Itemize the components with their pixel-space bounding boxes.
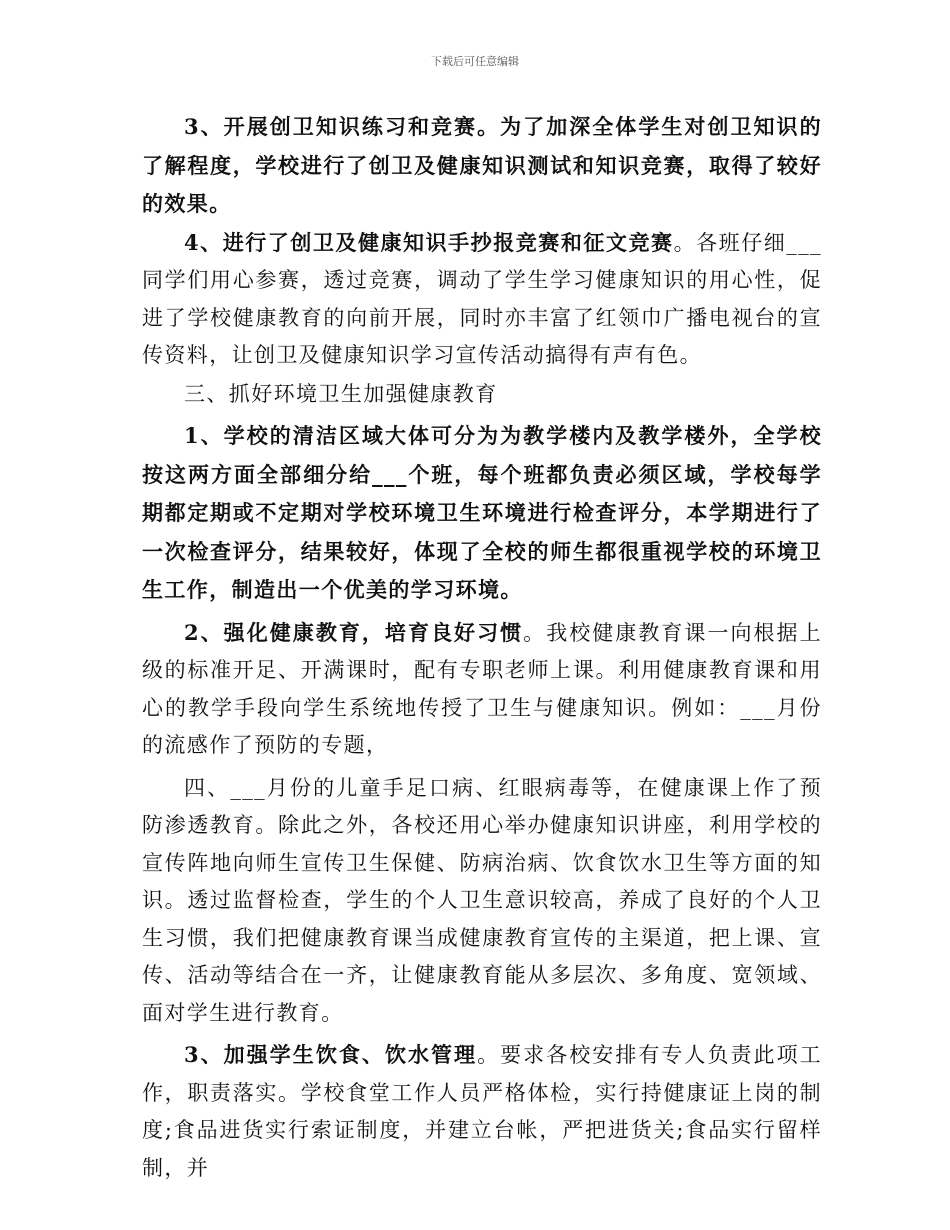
- paragraph-health-education: [142, 614, 822, 765]
- paragraph-bold-text: 2、强化健康教育，培育良好习惯: [184, 619, 524, 645]
- document-body: [142, 108, 822, 1187]
- paragraph-text: 四、___月份的儿童手足口病、红眼病毒等，在健康课上作了预防渗透教育。除此之外，各校还用心举办健康知识讲座，利用学校的宣传阵地向师生宣传卫生保健、防病治病、饮食饮水卫生等方面的知识。透过监督检查，学生的个人卫生意识较高，养成了良好的个人卫生习惯，我们把健康教育课当成健康教育宣传的主渠道，把上课、宣传、活动等结合在一齐，让健康教育能从多层次、多角度、宽领域、面对学生进行教育。: [142, 775, 822, 1025]
- paragraph-bold-text: 3、开展创卫知识练习和竞赛。为了加深全体学生对创卫知识的了解程度，学校进行了创卫及健康知识测试和知识竞赛，取得了较好的效果。: [142, 114, 822, 216]
- page-header-note: 下载后可任意编辑: [431, 55, 519, 68]
- paragraph-text: 。我校健康教育课一向根据上级的标准开足、开满课时，配有专职老师上课。利用健康教育课和用心的教学手段向学生系统地传授了卫生与健康知识。例如：___月份的流感作了预防的专题，: [142, 620, 822, 757]
- paragraph-bold-text: 1、学校的清洁区域大体可分为为教学楼内及教学楼外，全学校按这两方面全部细分给___个班，每个班都负责必须区域，学校每学期都定期或不定期对学校环境卫生环境进行检查评分，本学期进行了一次检查评分，结果较好，体现了全校的师生都很重视学校的环境卫生工作，制造出一个优美的学习环境。: [142, 423, 822, 602]
- paragraph-text: 。要求各校安排有专人负责此项工作，职责落实。学校食堂工作人员严格体检，实行持健康证上岗的制度;食品进货实行索证制度，并建立台帐，严把进货关;食品实行留样制，并: [142, 1043, 823, 1180]
- paragraph-section-four: [142, 769, 822, 1033]
- paragraph-cleaning-areas: [142, 417, 822, 610]
- paragraph-text: 三、抓好环境卫生加强健康教育: [184, 381, 498, 406]
- section-heading-environment: [142, 375, 822, 414]
- paragraph-text: 。各班仔细___同学们用心参赛，透过竞赛，调动了学生学习健康知识的用心性，促进了学校健康教育的向前开展，同时亦丰富了红领巾广播电视台的宣传资料，让创卫及健康知识学习宣传活动搞得有声有色。: [142, 230, 822, 367]
- paragraph-food-water: [142, 1036, 822, 1187]
- paragraph-contest: [142, 108, 822, 224]
- paragraph-handwritten-newspaper: [142, 224, 822, 375]
- paragraph-bold-text: 4、进行了创卫及健康知识手抄报竞赛和征文竞赛: [184, 229, 674, 255]
- paragraph-bold-text: 3、加强学生饮食、饮水管理: [184, 1042, 478, 1067]
